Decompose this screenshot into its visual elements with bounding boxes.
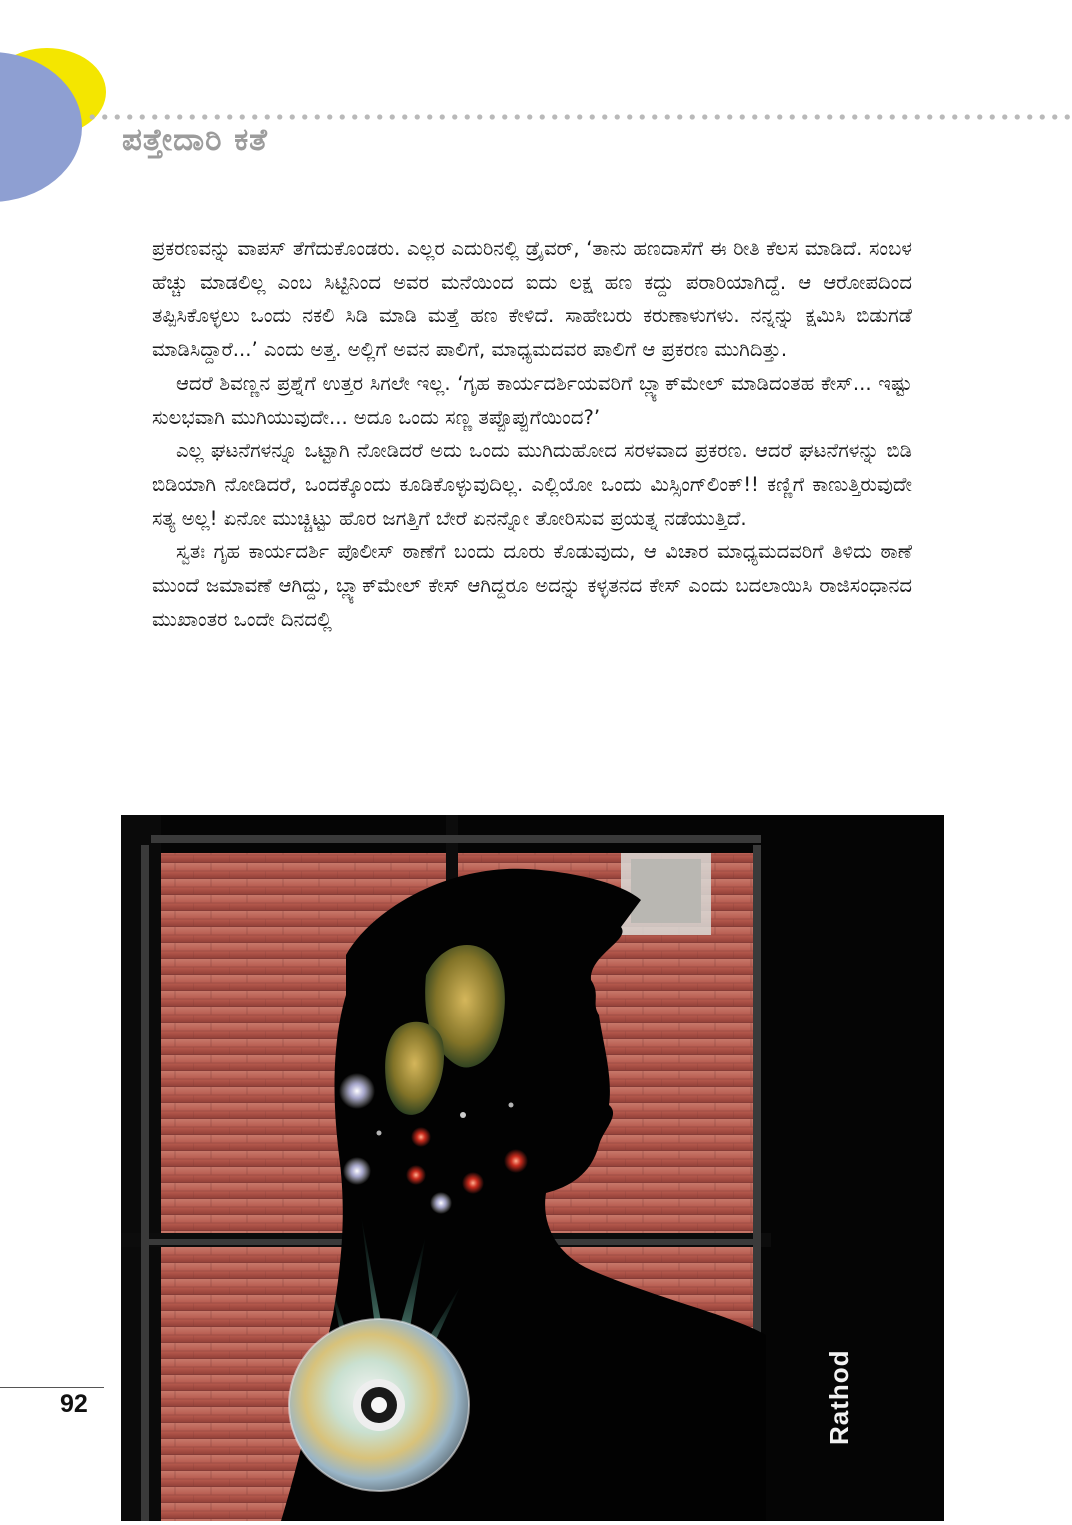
artist-signature: Rathod (824, 1349, 854, 1445)
article-paragraph: ಎಲ್ಲ ಘಟನೆಗಳನ್ನೂ ಒಟ್ಟಾಗಿ ನೋಡಿದರೆ ಅದು ಒಂದು ಮುಗಿದುಹೋದ ಸರಳವಾದ ಪ್ರಕರಣ. ಆದರೆ ಘಟನೆಗಳನ್ನು ಬಿಡಿ ಬಿಡಿಯಾಗಿ ನೋಡಿದರೆ, ಒಂದಕ್ಕೊಂದು ಕೂಡಿಕೊಳ್ಳುವುದಿಲ್ಲ. ಎಲ್ಲಿಯೋ ಒಂದು ಮಿಸ್ಸಿಂಗ್‌ಲಿಂಕ್!! ಕಣ್ಣಿಗೆ ಕಾಣುತ್ತಿರುವುದೇ ಸತ್ಯ ಅಲ್ಲ! ಏನೋ ಮುಚ್ಚಿಟ್ಟು ಹೊರ ಜಗತ್ತಿಗೆ ಬೇರೆ ಏನನ್ನೋ ತೋರಿಸುವ ಪ್ರಯತ್ನ ನಡೆಯುತ್ತಿದೆ. (152, 439, 912, 530)
section-title: ಪತ್ತೇದಾರಿ ಕತೆ (122, 122, 268, 158)
article-paragraph: ಆದರೆ ಶಿವಣ್ಣನ ಪ್ರಶ್ನೆಗೆ ಉತ್ತರ ಸಿಗಲೇ ಇಲ್ಲ. ‘ಗೃಹ ಕಾರ್ಯದರ್ಶಿಯವರಿಗೆ ಬ್ಲ್ಯಾಕ್‌ಮೇಲ್ ಮಾಡಿದಂತಹ ಕೇಸ್... ಇಷ್ಟು ಸುಲಭವಾಗಿ ಮುಗಿಯುವುದೇ... ಅದೂ ಒಂದು ಸಣ್ಣ ತಪ್ಪೊಪ್ಪುಗೆಯಿಂದ?’ (152, 371, 912, 429)
article-paragraph: ಪ್ರಕರಣವನ್ನು ವಾಪಸ್ ತೆಗೆದುಕೊಂಡರು. ಎಲ್ಲರ ಎದುರಿನಲ್ಲಿ ಡ್ರೈವರ್, ‘ತಾನು ಹಣದಾಸೆಗೆ ಈ ರೀತಿ ಕೆಲಸ ಮಾಡಿದೆ. ಸಂಬಳ ಹೆಚ್ಚು ಮಾಡಲಿಲ್ಲ ಎಂಬ ಸಿಟ್ಟಿನಿಂದ ಅವರ ಮನೆಯಿಂದ ಐದು ಲಕ್ಷ ಹಣ ಕದ್ದು ಪರಾರಿಯಾಗಿದ್ದೆ. ಆ ಆರೋಪದಿಂದ ತಪ್ಪಿಸಿಕೊಳ್ಳಲು ಒಂದು ನಕಲಿ ಸಿಡಿ ಮಾಡಿ ಮತ್ತೆ ಹಣ ಕೇಳಿದೆ. ಸಾಹೇಬರು ಕರುಣಾಳುಗಳು. ನನ್ನನ್ನು ಕ್ಷಮಿಸಿ ಬಿಡುಗಡೆ ಮಾಡಿಸಿದ್ದಾರೆ...’ ಎಂದು ಅತ್ತ. ಅಲ್ಲಿಗೆ ಅವನ ಪಾಲಿಗೆ, ಮಾಧ್ಯಮದವರ ಪಾಲಿಗೆ ಆ ಪ್ರಕರಣ ಮುಗಿದಿತ್ತು. (152, 237, 912, 362)
page-number-rule (0, 1387, 104, 1388)
story-illustration (121, 815, 944, 1521)
article-body (152, 232, 912, 636)
page-number: 92 (60, 1390, 88, 1418)
illustration-artwork (121, 815, 944, 1521)
article-paragraph: ಸ್ವತಃ ಗೃಹ ಕಾರ್ಯದರ್ಶಿ ಪೊಲೀಸ್ ಠಾಣೆಗೆ ಬಂದು ದೂರು ಕೊಡುವುದು, ಆ ವಿಚಾರ ಮಾಧ್ಯಮದವರಿಗೆ ತಿಳಿದು ಠಾಣೆ ಮುಂದೆ ಜಮಾವಣೆ ಆಗಿದ್ದು, ಬ್ಲ್ಯಾಕ್‌ಮೇಲ್ ಕೇಸ್ ಆಗಿದ್ದರೂ ಅದನ್ನು ಕಳ್ಳತನದ ಕೇಸ್ ಎಂದು ಬದಲಾಯಿಸಿ ರಾಜಿಸಂಧಾನದ ಮುಖಾಂತರ ಒಂದೇ ದಿನದಲ್ಲಿ (152, 540, 912, 631)
dotted-header-rule (86, 113, 1072, 121)
